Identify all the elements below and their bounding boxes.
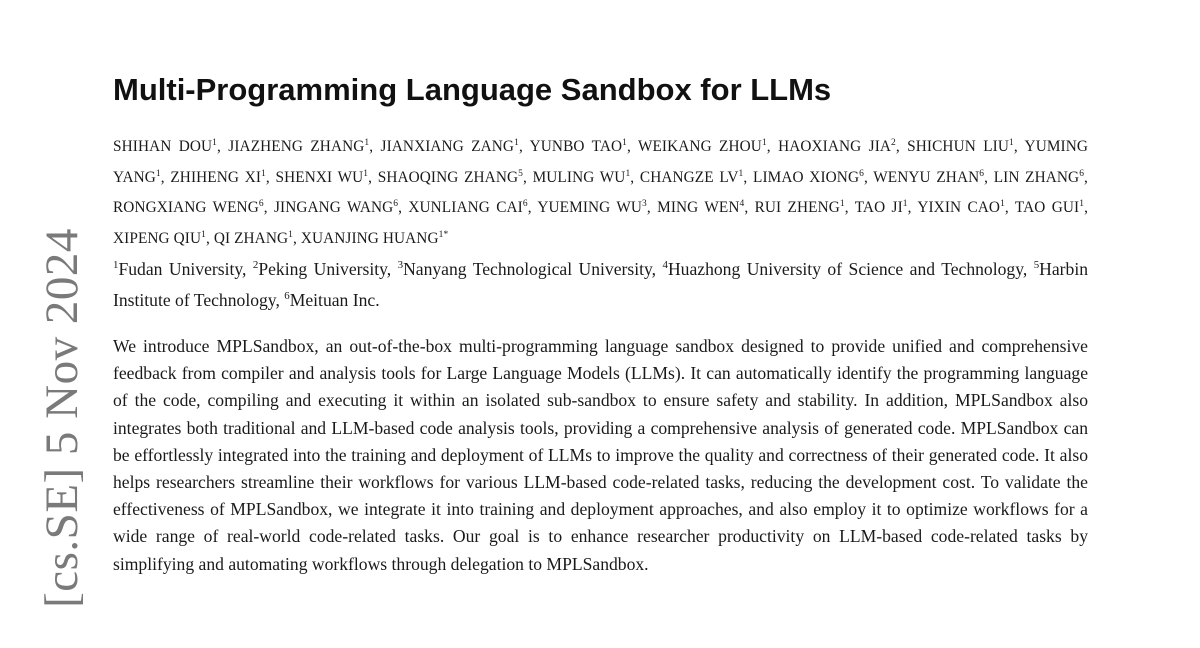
author-name: JIAZHENG ZHANG$^1$: [228, 137, 370, 155]
arxiv-stamp: [cs.SE] 5 Nov 2024: [36, 228, 88, 608]
author-name: SHIHAN DOU$^1$: [113, 137, 218, 155]
author-name: LIMAO XIONG$^6$: [753, 168, 864, 186]
author-affiliation-mark: 1: [902, 198, 908, 209]
author-affiliation-mark: 5: [518, 168, 523, 179]
author-name: XUANJING $HUANG^{1*}$: [300, 229, 449, 247]
author-name: TAO GUI$^1$: [1014, 198, 1085, 216]
affiliation-mark: 3: [397, 259, 404, 272]
affiliation-list: $^1$Fudan University, $^2$Peking University, $^3$Nanyang Technological University, $^4$Huazhong University of Science and Technology, $^5$Harbin Institute of Technology, $^6$Meituan Inc.: [113, 259, 1089, 310]
author-affiliation-mark: 1: [1079, 198, 1085, 209]
affiliation: $^6$Meituan Inc.: [284, 289, 380, 310]
author-name: YUNBO TAO$^1$: [529, 137, 627, 155]
paper-title: Multi-Programming Language Sandbox for LLMs: [113, 72, 832, 107]
author-name: TAO $JI^1$: [854, 198, 908, 216]
author-affiliation-mark: 1: [288, 229, 293, 240]
affiliation-mark: 2: [252, 259, 259, 272]
author-affiliation-mark: 1: [839, 198, 845, 209]
author-affiliation-mark: 1: [1009, 137, 1014, 148]
author-name: RONGXIANG WENG$^6$: [113, 198, 264, 216]
author-affiliation-mark: 4: [739, 198, 745, 209]
author-affiliation-mark: 6: [1079, 168, 1085, 179]
author-affiliation-mark: 3: [642, 198, 647, 209]
author-name: SHAOQING ZHANG$^5$: [377, 168, 523, 186]
author-affiliation-mark: 6: [393, 198, 399, 209]
author-name: SHENXI $WU^1$: [275, 168, 369, 186]
author-affiliation-mark: 1: [364, 137, 370, 148]
author-name: RUI ZHENG$^1$: [754, 198, 845, 216]
author-name: CHANGZE $LV^1$: [639, 168, 744, 186]
author-name: YIXIN CAO$^1$: [917, 198, 1005, 216]
affiliation: $^5$Harbin Institute of Technology: [113, 259, 1089, 310]
author-affiliation-mark: 6: [522, 198, 528, 209]
author-affiliation-mark: 1: [363, 168, 369, 179]
author-affiliation-mark: 2: [891, 137, 896, 148]
affiliation: $^3$Nanyang Technological University: [397, 259, 652, 279]
author-name: XUNLIANG CAI$^6$: [408, 198, 528, 216]
author-affiliation-mark: 1: [514, 137, 519, 148]
affiliation: $^4$Huazhong University of Science and Technology: [662, 259, 1023, 279]
author-affiliation-mark: 1: [622, 137, 627, 148]
affiliation-mark: 5: [1033, 259, 1040, 272]
affiliation-mark: 1: [113, 259, 119, 272]
author-name: ZHIHENG $XI^1$: [170, 168, 266, 186]
author-name: YUMING YANG$^1$: [113, 138, 1089, 186]
author-name: SHICHUN LIU$^1$: [907, 137, 1014, 155]
affiliation: $^2$Peking University: [252, 259, 387, 279]
abstract: We introduce MPLSandbox, an out-of-the-box multi-programming language sandbox designed to provide unified and comprehensive feedback from compiler and analysis tools for Large Language Models (LLMs). It can automatically identify the programming language of the code, compiling and executing it within an isolated sub-sandbox to ensure safety and stability. In addition, MPLSandbox also integrates both traditional and LLM-based code analysis tools, providing a comprehensive analysis of generated code. MPLSandbox can be effortlessly integrated into the training and deployment of LLMs to improve the quality and correctness of their generated code. It also helps researchers streamline their workflows for various LLM-based code-related tasks, reducing the development cost. To validate the effectiveness of MPLSandbox, we integrate it into training and deployment approaches, and also employ it to optimize workflows for a wide range of real-world code-related tasks. Our goal is to enhance researcher productivity on LLM-based code-related tasks by simplifying and automating workflows through delegation to MPLSandbox.: [113, 336, 1088, 574]
author-name: JIANXIANG ZANG$^1$: [380, 137, 519, 155]
author-affiliation-mark: 1: [761, 137, 767, 148]
author-affiliation-mark: 1: [155, 168, 161, 179]
author-affiliation-mark: 6: [859, 168, 864, 179]
author-affiliation-mark: 1: [261, 168, 266, 179]
author-name: QI ZHANG$^1$: [213, 229, 293, 247]
paper-header: [113, 68, 1088, 578]
author-affiliation-mark: 1: [212, 137, 218, 148]
author-list: SHIHAN DOU$^1$, JIAZHENG ZHANG$^1$, JIANXIANG ZANG$^1$, YUNBO TAO$^1$, WEIKANG ZHOU$^1$, HAOXIANG JIA$^2$, SHICHUN LIU$^1$, YUMING YANG$^1$, ZHIHENG $XI^1$, SHENXI $WU^1$, SHAOQING ZHANG$^5$, MULING $WU^1$, CHANGZE $LV^1$, LIMAO XIONG$^6$, WENYU ZHAN$^6$, LIN ZHANG$^6$, RONGXIANG WENG$^6$, JINGANG WANG$^6$, XUNLIANG CAI$^6$, YUEMING $WU^3$, MING WEN$^4$, RUI ZHENG$^1$, TAO $JI^1$, YIXIN CAO$^1$, TAO GUI$^1$, XIPENG QIU$^1$, QI ZHANG$^1$, XUANJING $HUANG^{1*}$: [113, 137, 1089, 247]
author-affiliation-mark: 6: [979, 168, 985, 179]
author-name: LIN ZHANG$^6$: [993, 168, 1085, 186]
author-name: XIPENG QIU$^1$: [113, 229, 206, 247]
author-name: MING WEN$^4$: [657, 198, 745, 216]
author-name: WENYU ZHAN$^6$: [873, 168, 985, 186]
author-affiliation-mark: 1: [625, 168, 631, 179]
author-name: HAOXIANG JIA$^2$: [778, 137, 896, 155]
author-affiliation-mark: 1: [1000, 198, 1005, 209]
affiliation: $^1$Fudan University: [113, 259, 243, 279]
author-affiliation-mark: 6: [258, 198, 264, 209]
author-affiliation-mark: 1: [201, 229, 206, 240]
affiliation-mark: 4: [662, 259, 668, 272]
author-name: JINGANG WANG$^6$: [273, 198, 399, 216]
author-name: MULING $WU^1$: [532, 168, 631, 186]
author-name: YUEMING $WU^3$: [537, 198, 647, 216]
author-affiliation-mark: 1: [738, 168, 744, 179]
author-affiliation-mark: 1*: [438, 229, 449, 240]
author-name: WEIKANG ZHOU$^1$: [637, 137, 767, 155]
affiliation-mark: 6: [284, 289, 290, 302]
